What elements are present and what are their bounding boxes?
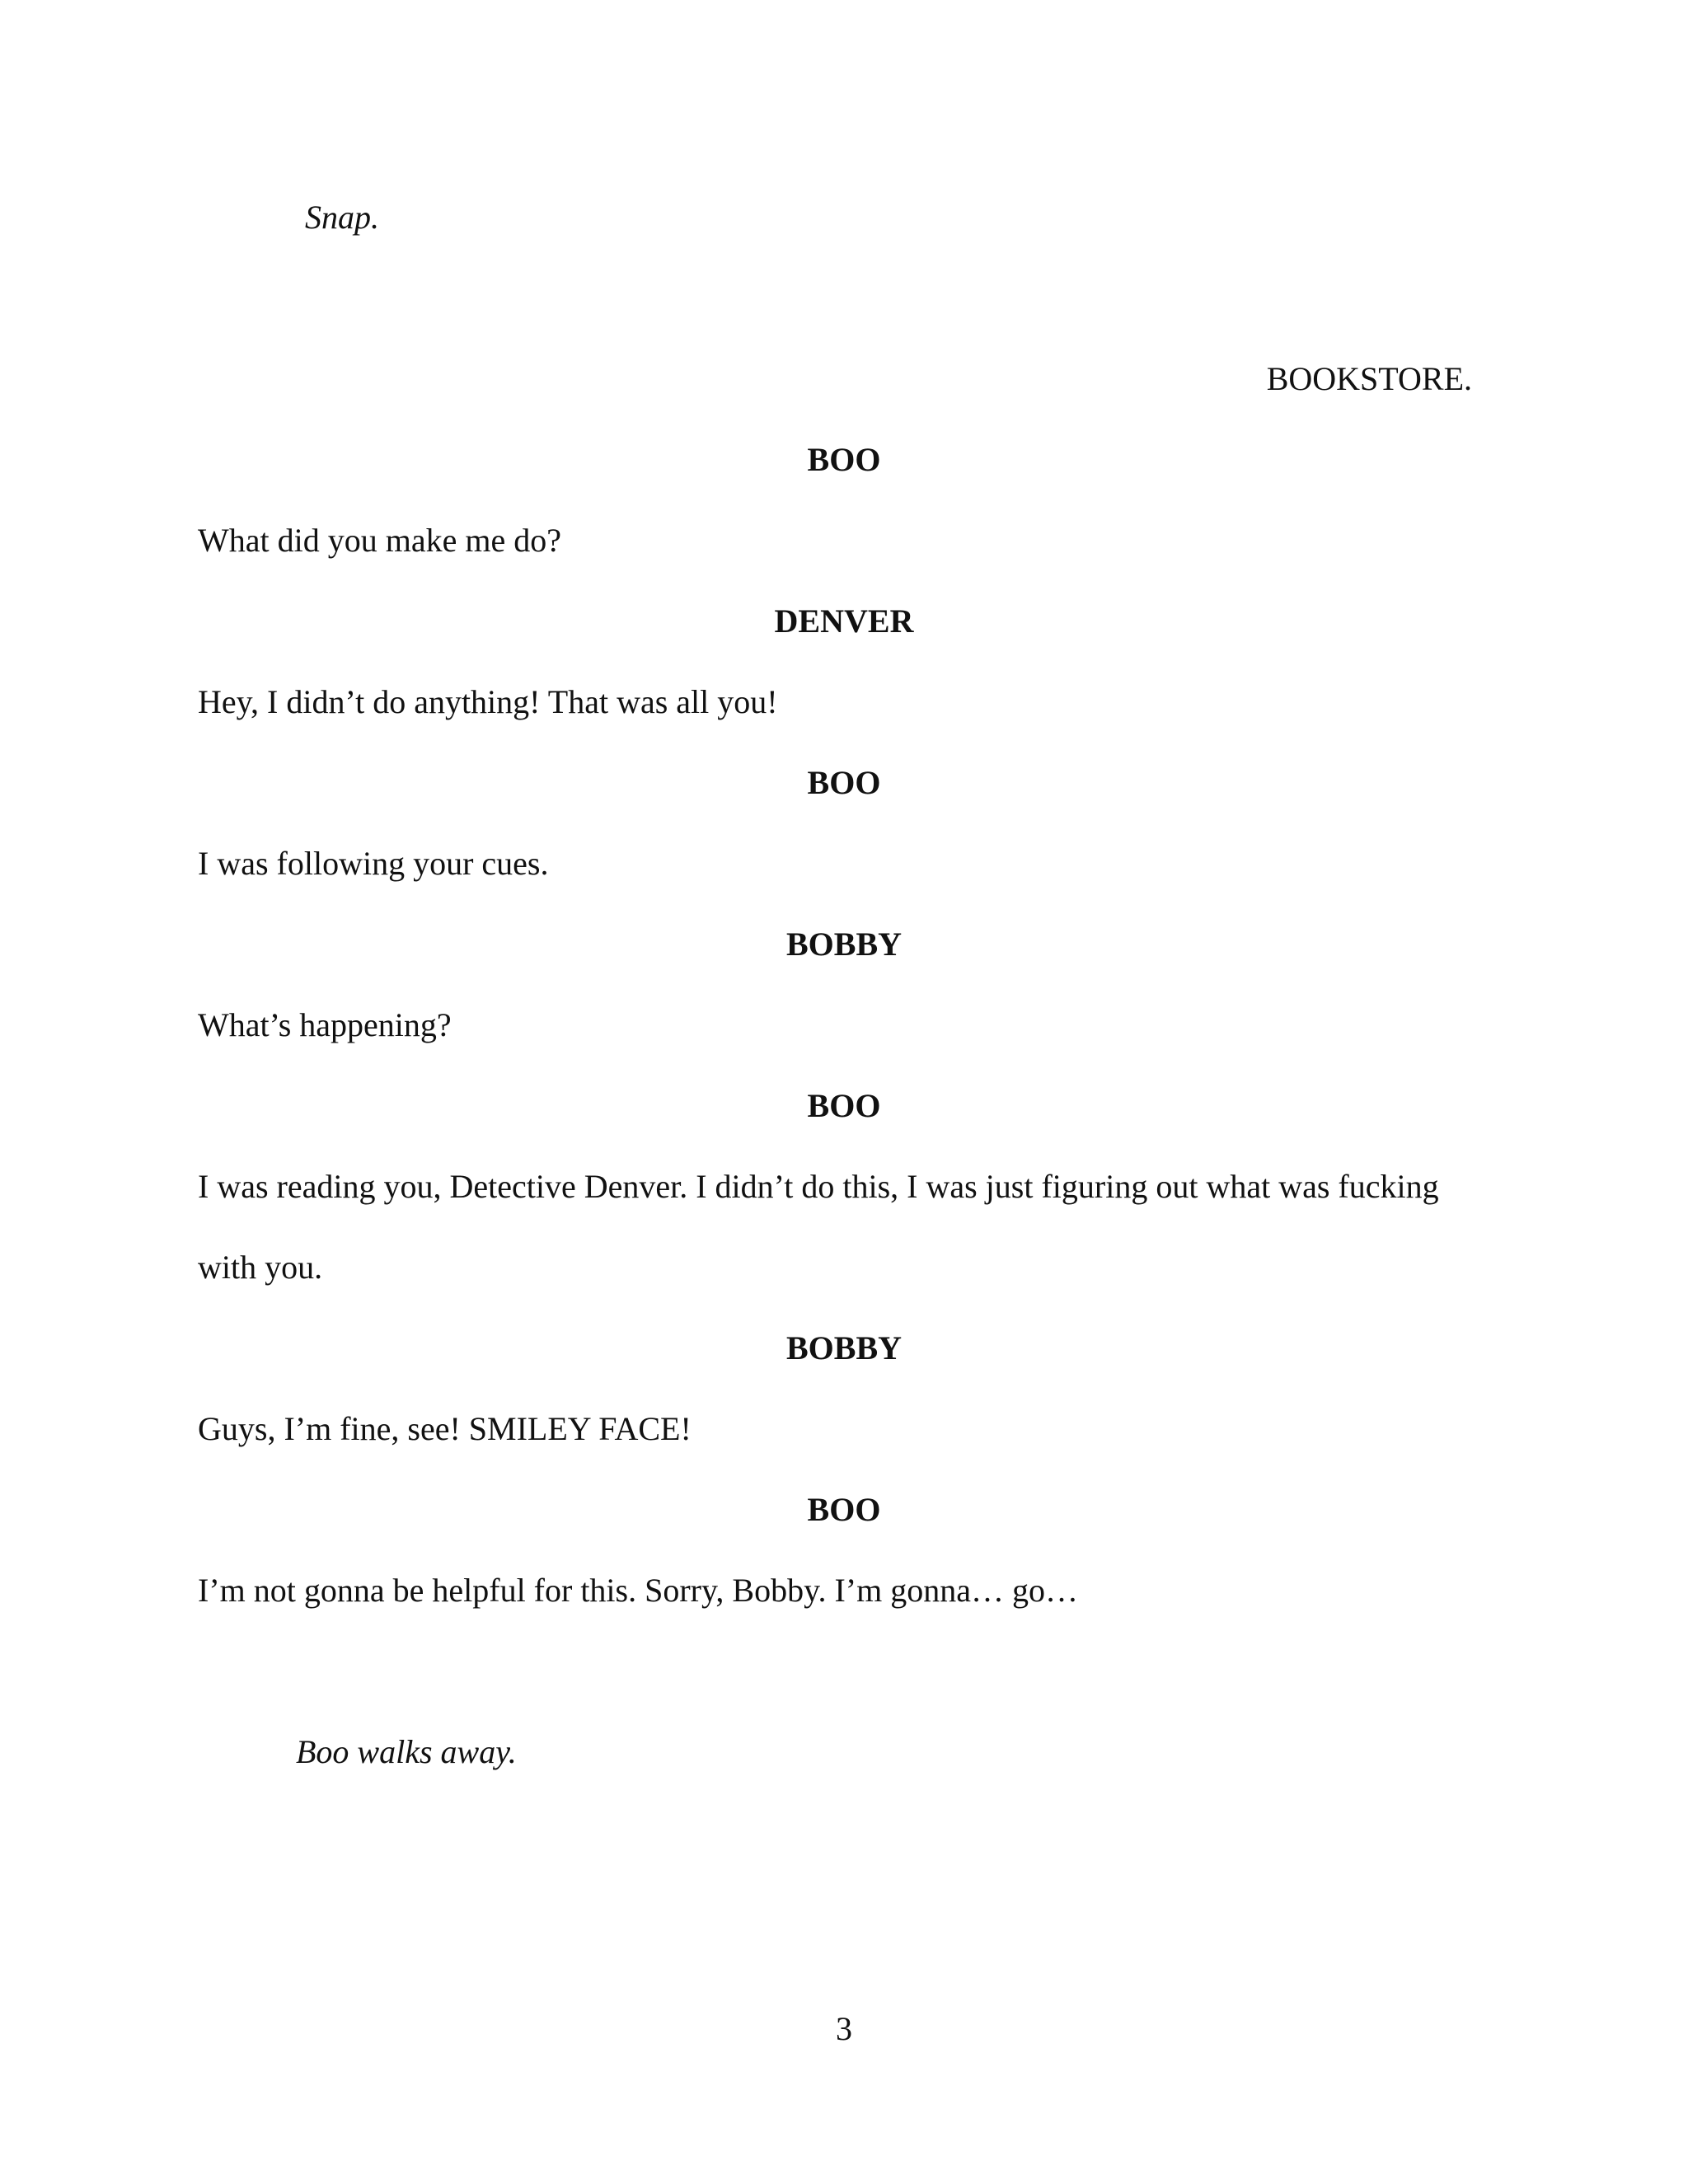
speaker-name: DENVER [774, 602, 914, 640]
speaker-name: BOBBY [785, 926, 903, 963]
dialogue-line: Hey, I didn’t do anything! That was all you! [198, 683, 778, 720]
stage-direction-boo-walks-away: Boo walks away. [296, 1733, 517, 1770]
dialogue-line: with you. [198, 1249, 323, 1286]
page-number: 3 [836, 2010, 852, 2047]
stage-direction-snap: Snap. [305, 199, 379, 236]
speaker-name: BOO [807, 441, 881, 478]
dialogue-line: Guys, I’m fine, see! SMILEY FACE! [198, 1410, 692, 1447]
speaker-name: BOO [807, 1087, 881, 1124]
speaker-name: BOBBY [785, 1329, 903, 1366]
dialogue-line: I was reading you, Detective Denver. I didn’t do this, I was just figuring out what was fucking [198, 1168, 1439, 1205]
speaker-name: BOO [807, 764, 881, 801]
dialogue-line: I was following your cues. [198, 845, 549, 882]
dialogue-line: What’s happening? [198, 1006, 452, 1043]
dialogue-line: I’m not gonna be helpful for this. Sorry, Bobby. I’m gonna… go… [198, 1572, 1078, 1609]
dialogue-line: What did you make me do? [198, 522, 561, 559]
speaker-name: BOO [807, 1491, 881, 1528]
scene-heading: BOOKSTORE. [1266, 360, 1472, 397]
